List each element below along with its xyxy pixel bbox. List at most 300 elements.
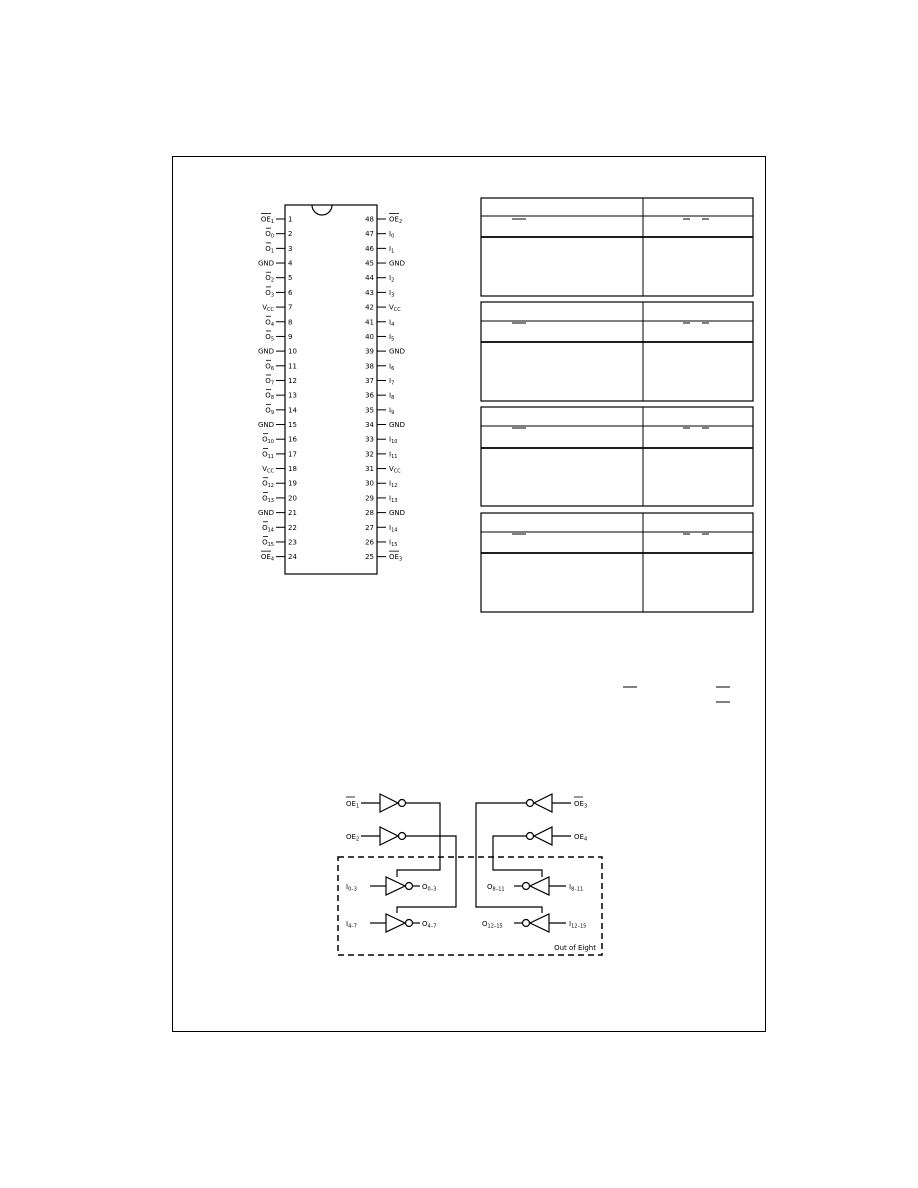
pin-number: 22	[288, 523, 297, 532]
dashed-group-box	[338, 857, 602, 955]
pin-name-sub: 4	[270, 556, 274, 563]
pin-number: 10	[288, 347, 297, 356]
oe1-label-sub: 1	[355, 803, 360, 810]
pin-number: 21	[288, 509, 297, 518]
pin-number: 16	[288, 435, 297, 444]
pin-name-main: GND	[389, 421, 406, 430]
pin-name	[262, 524, 274, 534]
in-d-label	[569, 920, 586, 930]
inverter-bubble-icon	[523, 920, 530, 927]
pin-number: 4	[288, 259, 293, 268]
pin-number: 2	[288, 230, 293, 239]
pin-32	[365, 450, 397, 460]
pin-36	[365, 392, 394, 402]
pin-name-main: GND	[389, 509, 406, 518]
pin-name-main: I	[389, 230, 392, 239]
table-2	[481, 302, 753, 401]
buffer-c-icon	[530, 877, 549, 895]
inverter-bubble-icon	[406, 883, 413, 890]
pin-name-sub: CC	[393, 307, 401, 314]
pin-name-sub: 14	[391, 527, 398, 534]
inverter-bubble-icon	[527, 800, 534, 807]
pin-name-main: O	[262, 479, 268, 488]
pin-4	[258, 260, 293, 268]
pin-name-sub: 6	[270, 365, 274, 372]
wire	[397, 803, 440, 877]
pin-number: 30	[365, 479, 374, 488]
pin-name	[389, 274, 394, 284]
pin-name	[258, 421, 274, 429]
pin-name	[261, 216, 274, 226]
pin-number: 25	[365, 553, 374, 562]
pin-45	[365, 260, 405, 268]
pin-name-main: O	[265, 288, 271, 297]
wire	[476, 803, 542, 913]
pin-name	[389, 392, 394, 402]
pin-name-sub: CC	[267, 468, 274, 475]
pin-name-main: GND	[389, 259, 406, 268]
pin-15	[258, 421, 297, 429]
pin-35	[365, 406, 394, 416]
pin-name-sub: 3	[270, 292, 274, 299]
left-pin-group	[258, 214, 298, 563]
pin-34	[365, 421, 405, 429]
pin-number: 6	[288, 288, 293, 297]
out-a-label-sub: 0–3	[427, 886, 437, 893]
pin-name	[389, 436, 397, 446]
pin-33	[365, 436, 397, 446]
pin-48	[365, 214, 402, 226]
pin-name-main: O	[265, 362, 271, 371]
table-4	[481, 513, 753, 612]
pin-name-sub: 11	[391, 453, 398, 460]
pin-name-sub: 3	[391, 292, 395, 299]
table-2-border	[481, 302, 753, 401]
table-group	[481, 198, 753, 612]
pin-name	[389, 450, 397, 460]
pin-number: 17	[288, 450, 297, 459]
out-d-label	[482, 920, 503, 930]
pin-name	[265, 377, 274, 387]
out-c-label	[487, 883, 505, 893]
pin-name-sub: 12	[267, 483, 274, 490]
pin-number: 5	[288, 274, 293, 283]
pin-name	[389, 377, 394, 387]
pin-name	[389, 362, 394, 372]
pin-30	[365, 480, 397, 490]
pin-28	[365, 509, 405, 517]
logic-diagram	[338, 794, 602, 955]
pin-23	[262, 536, 297, 548]
pin-7	[262, 304, 292, 314]
pin-40	[365, 333, 394, 343]
oe4-label	[574, 833, 587, 843]
table-1	[481, 198, 753, 296]
pin-name-sub: 13	[267, 497, 274, 504]
pin-name-sub: 15	[391, 541, 398, 548]
pin-number: 24	[288, 553, 297, 562]
pin-name-main: OE	[260, 553, 271, 562]
pin-name-main: V	[389, 303, 394, 312]
pin-37	[365, 377, 394, 387]
pin-name	[265, 406, 274, 416]
pin-number: 37	[365, 376, 374, 385]
inverter-bubble-icon	[399, 800, 406, 807]
pin-number: 3	[288, 244, 293, 253]
pin-name-main: GND	[389, 347, 406, 356]
pin-number: 33	[365, 435, 374, 444]
pin-name-main: I	[389, 332, 392, 341]
pin-name	[265, 392, 274, 402]
pin-number: 23	[288, 538, 297, 547]
pin-name	[261, 553, 274, 563]
pin-name-sub: 9	[270, 409, 274, 416]
pin-2	[265, 228, 292, 240]
pin-name-main: O	[262, 523, 268, 532]
in-c-label-name: I	[569, 883, 572, 891]
pin-name-main: V	[262, 465, 268, 474]
pin-number: 29	[365, 494, 374, 503]
pin-name-main: O	[265, 244, 271, 253]
pin-number: 41	[365, 318, 374, 327]
pin-name-main: I	[389, 435, 392, 444]
pin-name	[258, 260, 274, 268]
pin-name-sub: 2	[270, 277, 274, 284]
right-pin-group	[365, 214, 405, 563]
pin-19	[262, 478, 297, 490]
pin-name-main: O	[265, 230, 271, 239]
pin-name	[262, 436, 274, 446]
pin-11	[265, 360, 297, 372]
pin-name	[389, 348, 405, 356]
pin-name-main: V	[389, 465, 394, 474]
pin-44	[365, 274, 394, 284]
pin-8	[265, 316, 292, 328]
pin-name-sub: CC	[393, 468, 401, 475]
pin-name-sub: 10	[391, 439, 398, 446]
pin-14	[265, 404, 297, 416]
table-3	[481, 407, 753, 506]
pin-name-sub: 7	[391, 380, 395, 387]
pin-name-sub: 11	[267, 453, 274, 460]
pin-number: 38	[365, 362, 374, 371]
pin-name-main: GND	[257, 347, 274, 356]
pin-name-sub: 7	[270, 380, 274, 387]
oe2-label-sub: 2	[355, 836, 360, 843]
pin-name-sub: 6	[391, 365, 395, 372]
in-d-label-sub: 12–15	[571, 923, 587, 930]
out-d-label-sub: 12–15	[487, 923, 503, 930]
pin-20	[262, 492, 297, 504]
out-b-label-sub: 4–7	[427, 923, 437, 930]
out-a-label	[422, 883, 436, 893]
pin-name-sub: 15	[267, 541, 274, 548]
pin-number: 9	[288, 332, 293, 341]
pin-name-main: GND	[257, 509, 274, 518]
pin-name	[389, 480, 397, 490]
pin-number: 1	[288, 215, 293, 224]
pin-name	[389, 245, 394, 255]
pin-name-main: GND	[257, 259, 274, 268]
pin-name	[258, 348, 274, 356]
buffer-oe1-icon	[380, 794, 398, 812]
pin-39	[365, 348, 405, 356]
pin-name-main: O	[262, 450, 268, 459]
pin-46	[365, 245, 394, 255]
pin-18	[262, 465, 297, 475]
pin-number: 32	[365, 450, 374, 459]
ic-body	[285, 205, 377, 574]
pin-name-main: O	[265, 391, 271, 400]
pin-number: 40	[365, 332, 374, 341]
pin-number: 26	[365, 538, 374, 547]
pin-name-main: I	[389, 494, 392, 503]
pin-name-sub: 8	[391, 395, 395, 402]
pin-number: 28	[365, 509, 374, 518]
oe2-label-name: OE	[346, 833, 356, 841]
pin-27	[365, 524, 397, 534]
pin-number: 14	[288, 406, 297, 415]
pin-name-sub: 8	[270, 395, 274, 402]
out-d-label-name: O	[482, 920, 488, 928]
pin-number: 7	[288, 303, 293, 312]
pin-29	[365, 494, 397, 504]
pin-name-main: O	[262, 494, 268, 503]
inverter-bubble-icon	[523, 883, 530, 890]
pin-3	[265, 243, 292, 255]
pin-name-main: I	[389, 450, 392, 459]
table-4-border	[481, 513, 753, 612]
buffer-d-icon	[530, 914, 549, 932]
pin-26	[365, 538, 397, 548]
pin-number: 27	[365, 523, 374, 532]
pin-name-main: O	[262, 435, 268, 444]
pin-number: 48	[365, 215, 374, 224]
pin-name	[262, 450, 274, 460]
pin-38	[365, 362, 394, 372]
in-c-label-sub: 8–11	[571, 886, 584, 893]
pin-name	[265, 333, 274, 343]
pin-31	[365, 465, 401, 475]
pin-name-main: OE	[260, 215, 271, 224]
pin-24	[261, 551, 298, 563]
pin-name-main: O	[262, 538, 268, 547]
pin-name-main: I	[389, 362, 392, 371]
in-b-label-sub: 4–7	[348, 923, 357, 930]
pin-name-main: I	[389, 406, 392, 415]
pin-name-main: GND	[257, 421, 274, 430]
pin-number: 13	[288, 391, 297, 400]
in-c-label	[569, 883, 583, 893]
pin-name-main: I	[389, 244, 392, 253]
out-c-label-sub: 8–11	[492, 886, 505, 893]
pin-name-main: I	[389, 479, 392, 488]
oe3-label	[574, 800, 587, 810]
pin-name	[265, 274, 274, 284]
pin-name	[389, 553, 402, 563]
pin-name-main: I	[389, 391, 392, 400]
pin-name-main: OE	[389, 215, 399, 224]
buffer-oe4-icon	[534, 827, 552, 845]
buffer-oe3-icon	[534, 794, 552, 812]
oe4-label-name: OE	[574, 833, 584, 841]
pin-name-sub: 1	[270, 248, 274, 255]
pin-name-main: V	[262, 303, 268, 312]
pin-name	[262, 480, 274, 490]
pin-name-main: I	[389, 523, 392, 532]
pin-1	[261, 214, 293, 226]
out-b-label	[422, 920, 436, 930]
pin-number: 43	[365, 288, 374, 297]
pin-name-sub: CC	[267, 307, 274, 314]
pin-name-sub: 2	[391, 277, 395, 284]
pin-25	[365, 551, 402, 563]
pin-16	[262, 434, 297, 446]
table-1-border	[481, 198, 753, 296]
pin-number: 46	[365, 244, 374, 253]
pin-name	[389, 230, 394, 240]
pin-name	[265, 318, 274, 328]
pin-name-sub: 0	[391, 233, 395, 240]
inverter-bubble-icon	[527, 833, 534, 840]
pin-name	[389, 509, 405, 517]
pin-name	[389, 538, 397, 548]
out-c-label-name: O	[487, 883, 493, 891]
pin-number: 19	[288, 479, 297, 488]
pin-name-main: I	[389, 288, 392, 297]
pin-name	[258, 509, 274, 517]
pin-13	[265, 390, 297, 402]
inverter-bubble-icon	[399, 833, 406, 840]
in-a-label-name: I	[346, 883, 349, 891]
pin-name	[262, 538, 274, 548]
buffer-a-icon	[386, 877, 405, 895]
pin-5	[265, 272, 292, 284]
pin-name	[389, 333, 394, 343]
in-a-label-sub: 0–3	[348, 886, 357, 893]
pin-name-sub: 1	[391, 248, 395, 255]
in-b-label	[346, 920, 357, 930]
pin-47	[365, 230, 394, 240]
buffer-b-icon	[386, 914, 405, 932]
pin-name	[389, 260, 405, 268]
group-box-label: Out of Eight	[554, 944, 596, 952]
pin-name-sub: 10	[267, 439, 274, 446]
oe2-label	[346, 833, 359, 843]
pin-number: 31	[365, 465, 374, 474]
pin-name-sub: 1	[270, 219, 274, 225]
pin-name	[265, 362, 274, 372]
pin-name-main: O	[265, 376, 271, 385]
pin-name-sub: 4	[391, 321, 395, 328]
pin-number: 15	[288, 421, 297, 430]
ic-package	[285, 205, 377, 574]
pin-name-sub: 0	[270, 233, 274, 240]
pin-name-sub: 5	[391, 336, 395, 343]
pin-number: 34	[365, 421, 374, 430]
oe3-label-sub: 3	[583, 803, 588, 810]
pin-6	[265, 287, 293, 299]
inverter-bubble-icon	[406, 920, 413, 927]
pin-name	[389, 465, 401, 475]
pin-number: 39	[365, 347, 374, 356]
oe1-label-name: OE	[346, 800, 356, 808]
pin-10	[258, 348, 297, 356]
pin-name	[265, 245, 274, 255]
pin-42	[365, 304, 401, 314]
pin-name	[389, 494, 397, 504]
pin-name	[262, 465, 274, 475]
pin-41	[365, 318, 394, 328]
pin-name-sub: 2	[398, 219, 403, 225]
pin-name-sub: 14	[267, 527, 274, 534]
pin-number: 36	[365, 391, 374, 400]
pin-name	[389, 406, 394, 416]
pin-12	[265, 375, 297, 387]
oe4-label-sub: 4	[583, 836, 588, 843]
pin-name-sub: 13	[391, 497, 398, 504]
pin-17	[262, 448, 297, 460]
pin-43	[365, 289, 394, 299]
pin-name-main: O	[265, 274, 271, 283]
pin-number: 47	[365, 230, 374, 239]
pin-name-main: I	[389, 274, 392, 283]
wire	[397, 836, 456, 913]
out-a-label-name: O	[422, 883, 428, 891]
in-a-label	[346, 883, 357, 893]
pin-number: 11	[288, 362, 297, 371]
pin-number: 8	[288, 318, 293, 327]
pin-name-sub: 5	[270, 336, 274, 343]
in-b-label-name: I	[346, 920, 349, 928]
pin-number: 45	[365, 259, 374, 268]
pin-number: 44	[365, 274, 374, 283]
oe3-label-name: OE	[574, 800, 584, 808]
pin-name	[262, 304, 274, 314]
ic-notch	[312, 205, 332, 215]
pin-name-sub: 3	[398, 556, 403, 563]
pin-number: 18	[288, 465, 297, 474]
pin-name-main: I	[389, 376, 392, 385]
pin-name	[389, 318, 394, 328]
pin-name-main: O	[265, 332, 271, 341]
pin-21	[258, 509, 297, 517]
oe1-label	[346, 800, 359, 810]
pin-number: 35	[365, 406, 374, 415]
pin-name-sub: 9	[391, 409, 395, 416]
buffer-oe2-icon	[380, 827, 398, 845]
out-b-label-name: O	[422, 920, 428, 928]
pin-number: 20	[288, 494, 297, 503]
pin-name-sub: 4	[270, 321, 274, 328]
pin-name	[389, 304, 401, 314]
pin-name	[389, 524, 397, 534]
pin-22	[262, 522, 297, 534]
pin-name-main: OE	[389, 553, 399, 562]
pin-name	[389, 421, 405, 429]
pin-number: 42	[365, 303, 374, 312]
pin-name	[265, 289, 274, 299]
table-3-border	[481, 407, 753, 506]
pin-number: 12	[288, 376, 297, 385]
pin-name-main: I	[389, 318, 392, 327]
pin-name	[262, 494, 274, 504]
in-d-label-name: I	[569, 920, 572, 928]
pin-name	[389, 216, 402, 226]
pin-name	[265, 230, 274, 240]
pin-name-main: O	[265, 318, 271, 327]
pin-9	[265, 331, 292, 343]
